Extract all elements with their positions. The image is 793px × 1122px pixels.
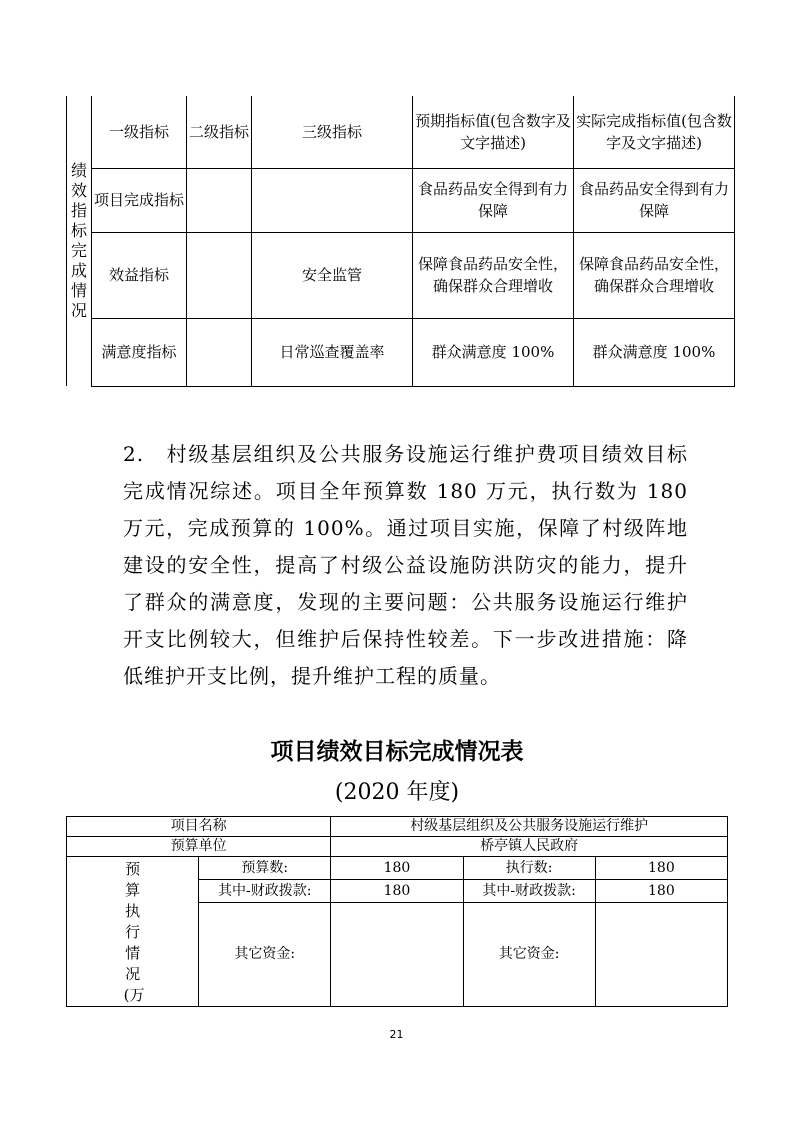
cell-actual: 保障食品药品安全性，确保群众合理增收 (574, 232, 735, 318)
header-level2: 二级指标 (187, 96, 252, 168)
cell-level3: 日常巡查覆盖率 (252, 318, 413, 386)
cell-level3: 安全监管 (252, 232, 413, 318)
side-label-cell (67, 96, 92, 386)
page-number: 21 (389, 1028, 404, 1041)
executed-amount-value: 180 (595, 857, 727, 880)
table-row (67, 318, 735, 386)
table-year: (2020 年度) (334, 780, 460, 805)
fiscal-allocation-exec-value: 180 (595, 880, 727, 903)
fiscal-allocation-label: 其中-财政拨款: (199, 880, 331, 903)
cell-level1: 项目完成指标 (92, 168, 187, 232)
header-level3: 三级指标 (252, 96, 413, 168)
cell-expected: 食品药品安全得到有力保障 (413, 168, 574, 232)
other-funds-exec-label: 其它资金: (463, 903, 595, 1007)
budget-table (66, 816, 728, 1007)
fiscal-allocation-exec-label: 其中-财政拨款: (463, 880, 595, 903)
table-row (67, 168, 735, 232)
budget-amount-label: 预算数: (199, 857, 331, 880)
fiscal-allocation-value: 180 (331, 880, 463, 903)
cell-level1: 效益指标 (92, 232, 187, 318)
header-level1: 一级指标 (92, 96, 187, 168)
cell-actual: 群众满意度 100% (574, 318, 735, 386)
budget-side-label: 预算执行情况(万 (123, 860, 145, 1004)
budget-unit-value: 桥亭镇人民政府 (331, 837, 728, 857)
table-title: 项目绩效目标完成情况表 (270, 739, 524, 765)
cell-level2 (187, 318, 252, 386)
cell-actual: 食品药品安全得到有力保障 (574, 168, 735, 232)
side-label: 绩效指标完成情况 (70, 160, 87, 320)
performance-indicator-table (66, 96, 735, 387)
cell-level2 (187, 168, 252, 232)
other-funds-value (331, 903, 463, 1007)
project-name-value: 村级基层组织及公共服务设施运行维护 (331, 817, 728, 837)
other-funds-label: 其它资金: (199, 903, 331, 1007)
executed-amount-label: 执行数: (463, 857, 595, 880)
header-expected: 预期指标值(包含数字及文字描述) (413, 96, 574, 168)
other-funds-exec-value (595, 903, 727, 1007)
header-actual: 实际完成指标值(包含数字及文字描述) (574, 96, 735, 168)
summary-paragraph-text: 2. 村级基层组织及公共服务设施运行维护费项目绩效目标完成情况综述。项目全年预算数 180 万元，执行数为 180 万元，完成预算的 100%。通过项目实施，保障了村级阵地建设的安全性，提高了村级公益设施防洪防灾的能力，提升了群众的满意度，发现的主要问题：公共服务设施运行维护开支比例较大，但维护后保持性较差。下一步改进措施：降低维护开支比例，提升维护工程的质量。 (123, 442, 688, 688)
project-name-label: 项目名称 (67, 817, 331, 837)
summary-paragraph (123, 436, 688, 695)
cell-level1: 满意度指标 (92, 318, 187, 386)
cell-level2 (187, 232, 252, 318)
budget-side-label-cell (67, 857, 199, 1007)
cell-level3 (252, 168, 413, 232)
cell-expected: 保障食品药品安全性，确保群众合理增收 (413, 232, 574, 318)
budget-unit-label: 预算单位 (67, 837, 331, 857)
cell-expected: 群众满意度 100% (413, 318, 574, 386)
table-row (67, 232, 735, 318)
budget-amount-value: 180 (331, 857, 463, 880)
